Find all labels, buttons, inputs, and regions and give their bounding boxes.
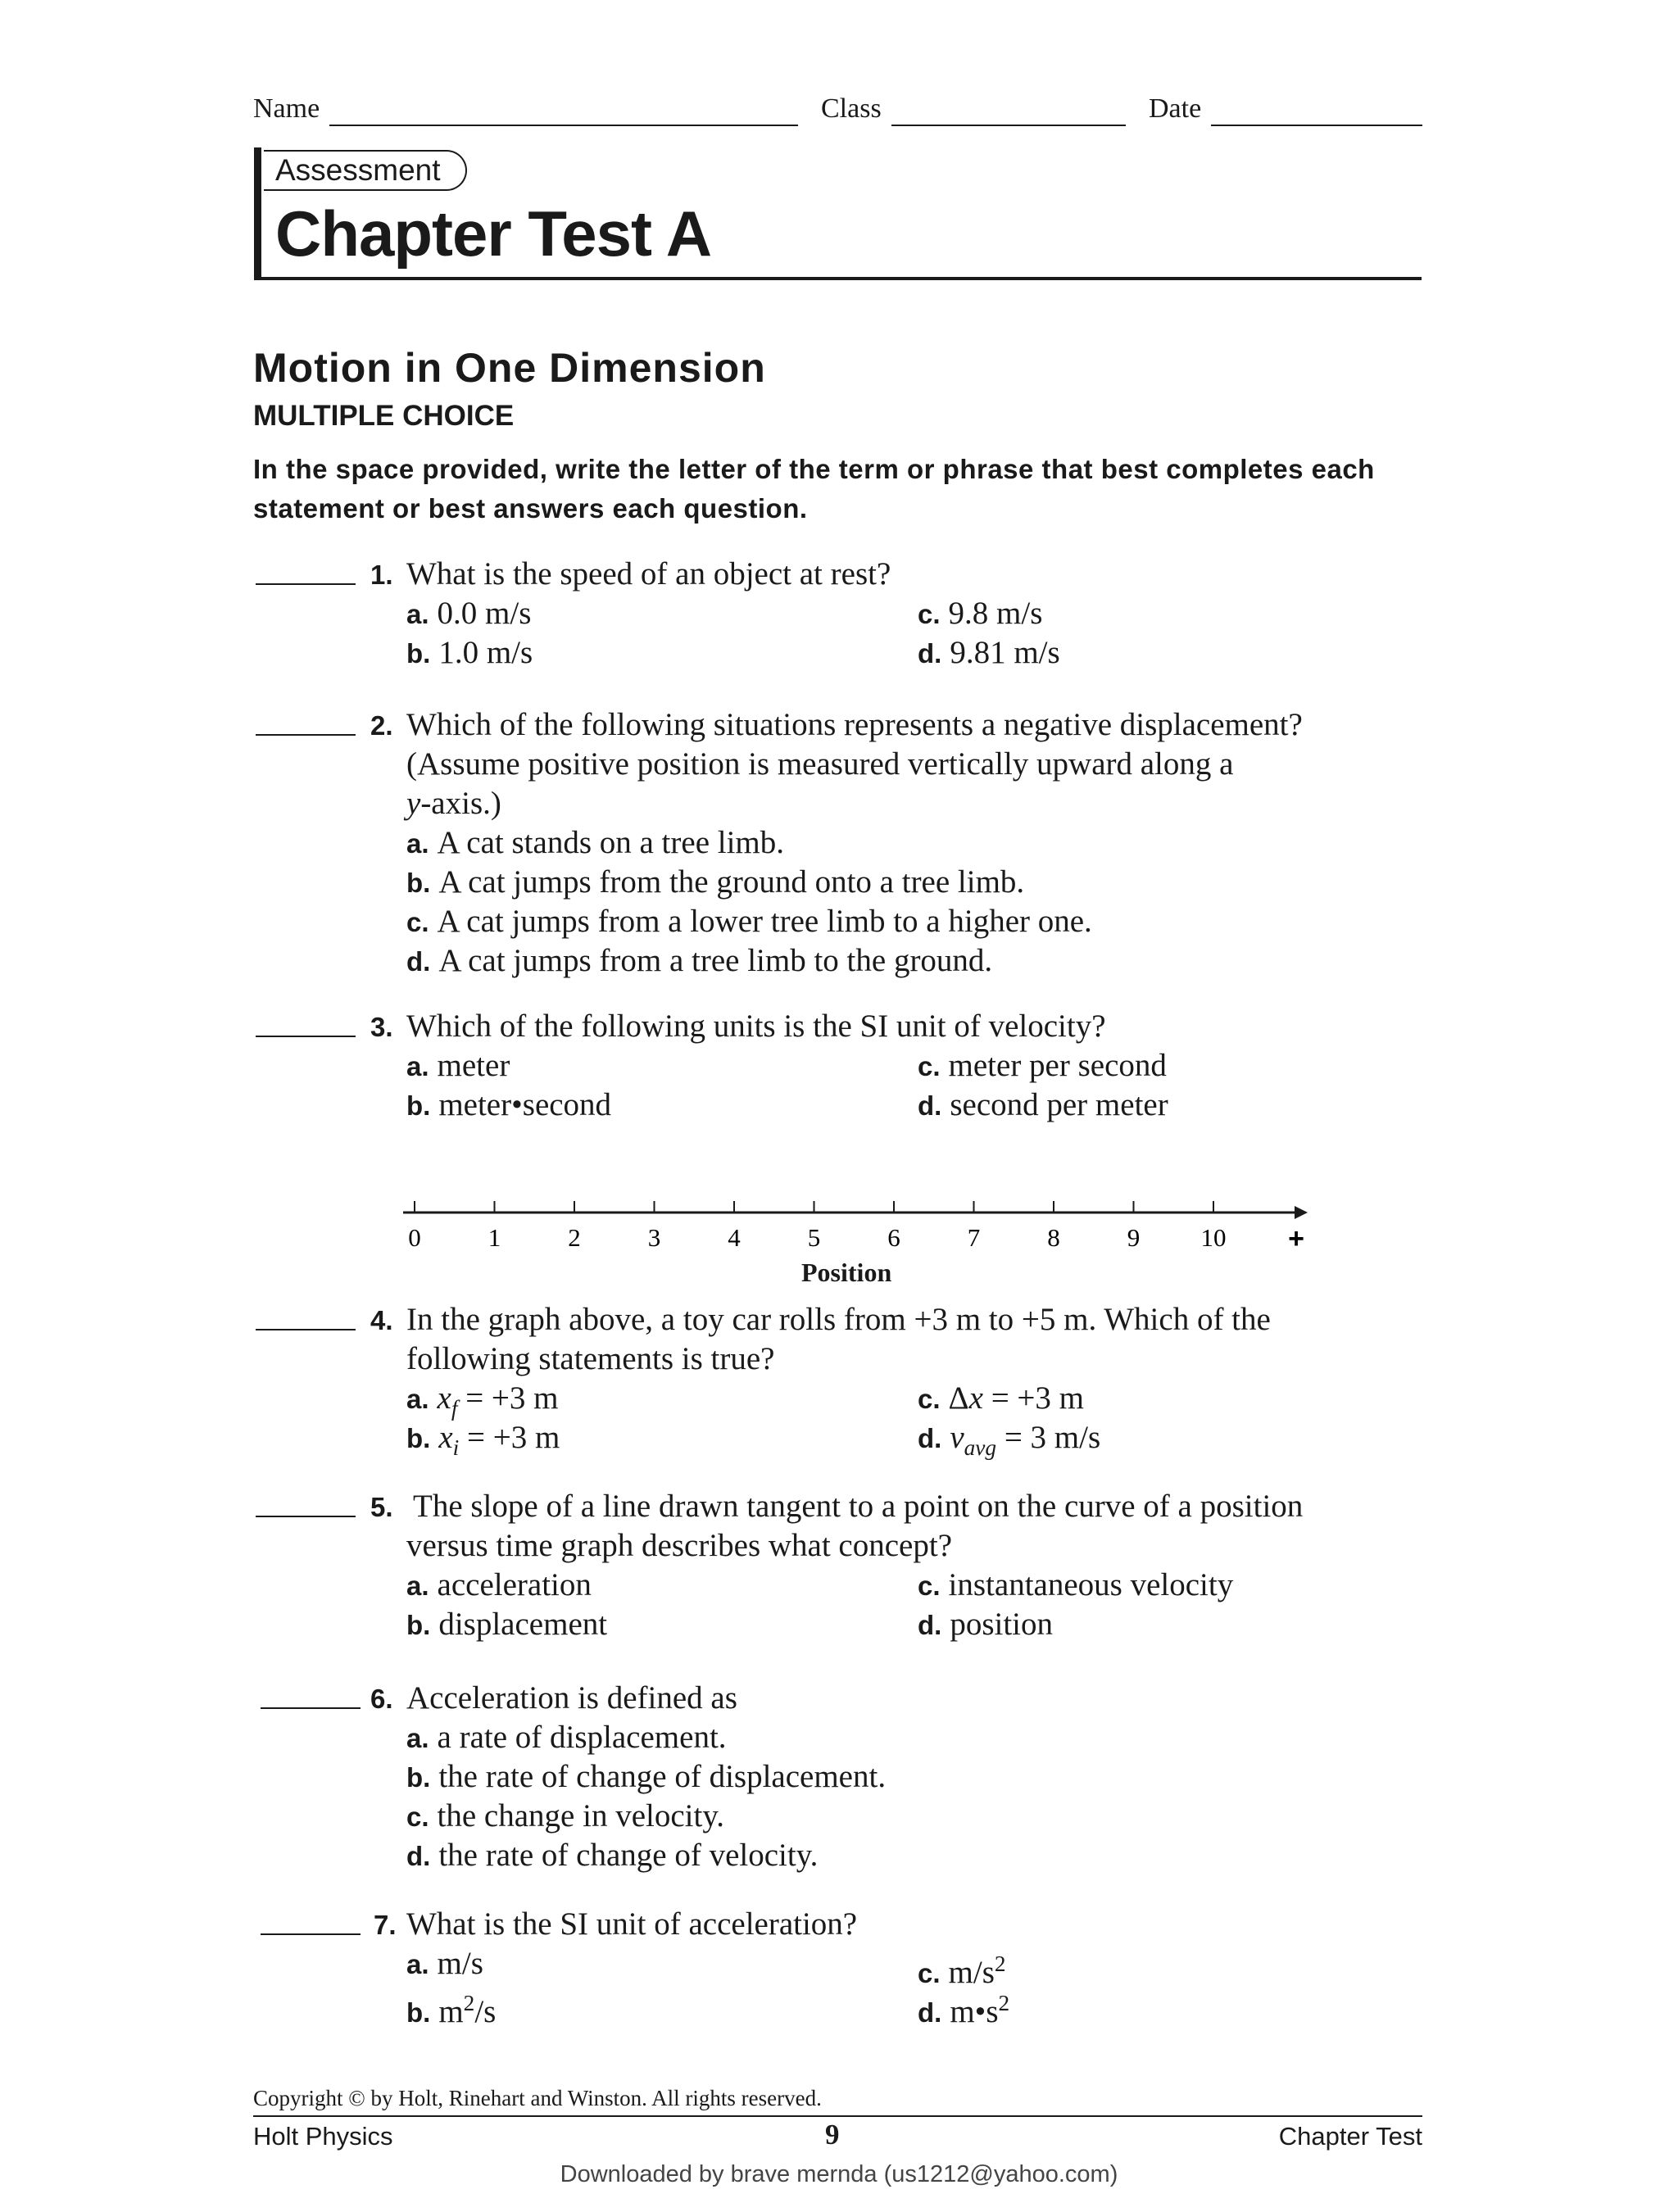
option-a: a. A cat stands on a tree limb. (406, 825, 785, 860)
title-rule (254, 277, 1422, 280)
option-a: a. $x_f = +3$ m (406, 1380, 559, 1421)
tick-label-2: 2 (568, 1223, 581, 1252)
option-c: c. A cat jumps from a lower tree limb to a higher one. (406, 904, 1092, 939)
assessment-tab: Assessment (264, 150, 467, 191)
page-number: 9 (825, 2119, 840, 2151)
instructions: In the space provided, write the letter of the term or phrase that best completes each statement or best answers each question. (253, 454, 1375, 524)
tick-label-9: 9 (1127, 1223, 1141, 1252)
tick-label-7: 7 (967, 1223, 981, 1252)
axis-label: Position (801, 1258, 892, 1287)
tick-label-4: 4 (728, 1223, 741, 1252)
option-d: d. $m•s^2$ (918, 1991, 1010, 2029)
tick-label-5: 5 (807, 1223, 821, 1252)
page-title: Chapter Test A (275, 197, 712, 270)
question-text-line-1: The slope of a line drawn tangent to a point on the curve of a position (413, 1489, 1304, 1524)
option-c: c. 9.8 m/s (918, 596, 1043, 631)
question-text: What is the SI unit of acceleration? (406, 1906, 858, 1942)
question-text-line-3: y-axis.) (406, 786, 501, 821)
question-text-line-2: (Assume positive position is measured vertically upward along a (406, 746, 1234, 782)
question-number: 2. (370, 710, 393, 741)
option-a: a. 0.0 m/s (406, 596, 532, 631)
answer-blank-2[interactable] (256, 734, 356, 736)
option-b: b. $m^2/s$ (406, 1991, 497, 2029)
answer-blank-7[interactable] (261, 1933, 361, 1935)
question-text-line-1: Which of the following situations represents a negative displacement? (406, 707, 1303, 742)
position-number-line (393, 1180, 1327, 1253)
copyright-notice: Copyright © by Holt, Rinehart and Winston. All rights reserved. (253, 2086, 822, 2110)
option-d: d. position (918, 1607, 1054, 1642)
title-bar (254, 147, 261, 279)
tick-label-0: 0 (408, 1223, 421, 1252)
answer-blank-1[interactable] (256, 583, 356, 585)
tick-label-8: 8 (1047, 1223, 1060, 1252)
footer-rule (253, 2115, 1422, 2117)
question-number: 4. (370, 1305, 393, 1335)
date-field[interactable] (1211, 125, 1422, 126)
download-notice: Downloaded by brave mernda (us1212@yahoo.com) (560, 2161, 1118, 2187)
question-number: 7. (374, 1910, 397, 1940)
option-b: b. the rate of change of displacement. (406, 1759, 887, 1794)
option-c: c. the change in velocity. (406, 1798, 725, 1834)
question-number: 3. (370, 1012, 393, 1042)
footer-book-title: Holt Physics (253, 2122, 393, 2151)
answer-blank-3[interactable] (256, 1036, 356, 1037)
section-heading: MULTIPLE CHOICE (253, 400, 515, 432)
tick-group (408, 1201, 1226, 1252)
option-d: d. the rate of change of velocity. (406, 1838, 819, 1873)
option-a: a. acceleration (406, 1567, 592, 1602)
option-d: d. 9.81 m/s (918, 635, 1060, 670)
tick-label-3: 3 (647, 1223, 661, 1252)
subject-heading: Motion in One Dimension (253, 345, 766, 391)
option-c: c. $m/s^2$ (918, 1951, 1006, 1990)
option-d: d. $v_{avg} = 3$ m/s (918, 1420, 1101, 1460)
answer-blank-4[interactable] (256, 1329, 356, 1330)
question-number: 5. (370, 1492, 393, 1522)
answer-blank-6[interactable] (261, 1707, 361, 1709)
option-a: a. meter (406, 1048, 510, 1083)
option-b: b. meter•second (406, 1087, 612, 1122)
option-b: b. 1.0 m/s (406, 635, 533, 670)
footer-chapter-label: Chapter Test (1278, 2122, 1422, 2151)
tick-label-6: 6 (887, 1223, 900, 1252)
question-text-line-1: In the graph above, a toy car rolls from +3 m to +5 m. Which of the (406, 1302, 1271, 1337)
option-b: b. displacement (406, 1607, 608, 1642)
option-b: b. $x_i = +3$ m (406, 1420, 560, 1460)
option-d: d. second per meter (918, 1087, 1168, 1122)
question-text-line-2: versus time graph describes what concept? (406, 1528, 953, 1563)
positive-direction-label: + (1288, 1223, 1304, 1253)
class-label: Class (821, 93, 882, 124)
option-a: a. m/s (406, 1946, 483, 1981)
option-b: b. A cat jumps from the ground onto a tree limb. (406, 864, 1025, 900)
question-text: Which of the following units is the SI unit of velocity? (406, 1009, 1106, 1044)
question-text-line-2: following statements is true? (406, 1341, 775, 1376)
option-c: c. Δx = +3 m (918, 1380, 1085, 1416)
tick-label-1: 1 (488, 1223, 501, 1252)
question-text: Acceleration is defined as (406, 1680, 737, 1716)
class-field[interactable] (891, 125, 1126, 126)
option-c: c. instantaneous velocity (918, 1567, 1234, 1602)
option-c: c. meter per second (918, 1048, 1167, 1083)
option-d: d. A cat jumps from a tree limb to the ground. (406, 943, 993, 978)
date-label: Date (1149, 93, 1202, 124)
option-a: a. a rate of displacement. (406, 1720, 727, 1755)
name-field[interactable] (329, 125, 798, 126)
arrow-right-icon (1295, 1206, 1308, 1219)
name-label: Name (253, 93, 320, 124)
answer-blank-5[interactable] (256, 1516, 356, 1517)
tick-label-10: 10 (1200, 1223, 1227, 1252)
question-number: 1. (370, 560, 393, 590)
question-text: What is the speed of an object at rest? (406, 556, 891, 592)
question-number: 6. (370, 1684, 393, 1714)
